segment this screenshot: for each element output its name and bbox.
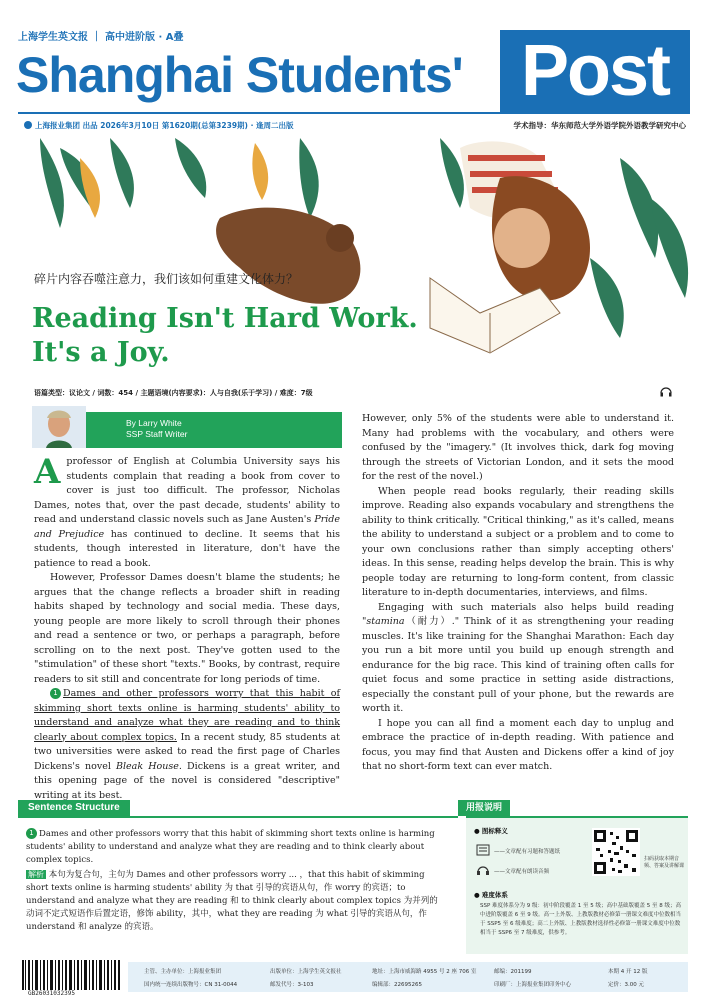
sponsor: 主管、主办单位：上海报业集团 [144, 969, 222, 975]
price: 定价：3.00 元 [608, 982, 644, 988]
author-name: By Larry White [126, 418, 182, 428]
paragraph-3: 1 Dames and other professors worry that this habit of skimming short texts online is harming students' ability to understand and analyze what they are reading and to think clearly about complex topics. In a recent study, 85 students at two universities were asked to read the first page of Charles Dickens's novel Bleak House. Dickens is a great writer, and this opening page of the novel is considered "descriptive" writing at its best. [34, 688, 340, 801]
article-meta: 语篇类型：议论文 / 词数：454 / 主题语境(内容要求)：人与自我(乐于学习) / 难度：7级 [34, 389, 313, 397]
example-sentence: 1 Dames and other professors worry that this habit of skimming short texts online is harming students' ability to understand and analyze what they are reading and to think clearly about complex topics. [26, 829, 435, 865]
masthead-divider [18, 112, 690, 114]
paragraph-1: Aprofessor of English at Columbia University says his students complain that reading a book from cover to cover is just too difficult. The professor, Nicholas Dames, notes that, over the past decade, students' ability to read and understand classic novels such as Jane Austen's Pride and Prejudice has continued to decline. It seems that his students, though interested in literature, don't have the patience to read a book. [34, 452, 340, 569]
sentence-structure-tag: Sentence Structure [18, 800, 130, 816]
newspaper-title: Shanghai Students' [16, 47, 463, 103]
issue-info-text: 上海报业集团 出品 2026年3月10日 第1620期(总第3239期) · 逢周二出版 [35, 121, 294, 130]
byline [32, 406, 342, 448]
qr-code[interactable] [592, 828, 640, 876]
paragraph-6: Engaging with such materials also helps build reading "stamina（耐力）." Think of it as strengthening your reading muscles. It's like training for the Shanghai Marathon: Each day you run a bit more until you build up enough strength and endurance for the big race. This kind of training often calls for quiet focus and some practice in setting aside distractions, especially the constant pull of your phone, but the rewards are worth it. [362, 601, 674, 714]
printer: 印刷厂：上海报业集团印务中心 [494, 982, 572, 988]
zip: 邮编：201199 [494, 969, 532, 975]
academic-advisor: 学术指导：华东师范大学外语学院外语教学研究中心 [513, 121, 686, 130]
author-photo [32, 406, 86, 448]
icon-legend-audio: ——文章配有朗读音频 [494, 869, 550, 875]
article-column-1 [34, 452, 340, 803]
barcode-number: GB26031032395 [28, 990, 75, 997]
article-column-2 [362, 412, 674, 775]
icon-legend-heading: ● 图标释义 [474, 827, 508, 835]
publisher: 出版单位：上海学生英文报社 [270, 969, 342, 975]
publisher-logo-icon [24, 121, 32, 129]
postal-code: 邮发代号：3-103 [270, 982, 314, 988]
paragraph-2: However, Professor Dames doesn't blame the students; he argues that the change reflects a broader shift in reading habits shaped by technology and social media. These days, young people are more likely to scroll through their phones and read a sentence or two, or perhaps a paragraph, before scrolling on to the next post. They've gotten used to the "stimulation" of these short "texts." Books, by contrast, require readers to sit still and concentrate for long periods of time. [34, 572, 340, 685]
byline-bar [86, 412, 342, 448]
analysis-label: 解析 [28, 870, 44, 879]
icon-legend-worksheet: ——文章配有习题和答题纸 [494, 849, 561, 855]
underlined-sentence: Dames and other professors worry that this habit of skimming short texts online is harming students' ability to understand and analyze what they are reading and to think clearly about complex topics. [34, 688, 340, 743]
issue-info [24, 120, 294, 131]
usage-guide [466, 816, 688, 954]
headphones-icon [476, 864, 490, 876]
difficulty-description: SSP 难度体系分为 9 级：初中阶段覆盖 1 至 5 级；高中基础版覆盖 5 至 8 级；高中进阶版覆盖 6 至 9 级。高一上外版、上教版教材必修第一册课文难度中位数相当于 SSP5 至 6 级难度；高二上外版、上教版教材选择性必修第一册课文难度中位数相当于 SSP6 至 7 级难度，供参考。 [480, 903, 682, 936]
edition-label: 上海学生英文报 ｜ 高中进阶版 · A叠 [18, 32, 184, 43]
headline-line-2: It's a Joy. [32, 337, 170, 368]
article-subtitle: 碎片内容吞噬注意力，我们该如何重建文化体力？ [34, 272, 299, 286]
paragraph-7: I hope you can all find a moment each day to unplug and embrace the practice of in-depth reading. With patience and focus, you may find that Austen and Dickens offer a kind of joy that no short-form text can ever match. [362, 717, 674, 772]
page-count: 本期 4 开 12 版 [608, 969, 648, 975]
usage-guide-tag: 用报说明 [458, 800, 510, 816]
drop-cap: A [34, 452, 61, 492]
paragraph-4: However, only 5% of the students were able to understand it. Many had problems with the vocabulary, and others were confused by the "imagery." (It involves thick, dark fog moving through the streets of Victorian London, and it sets the mood for the rest of the novel.) [362, 413, 674, 482]
worksheet-icon [476, 844, 490, 856]
publication-info [128, 962, 688, 992]
sentence-marker-1: 1 [50, 688, 61, 699]
article-headline [32, 302, 418, 370]
author-role: SSP Staff Writer [126, 429, 188, 439]
sentence-structure-content [26, 828, 444, 934]
book-title: Pride and Prejudice [34, 514, 340, 540]
footer [0, 958, 706, 999]
newspaper-title-post: Post [500, 30, 690, 112]
headphones-icon[interactable] [660, 386, 672, 397]
headline-line-1: Reading Isn't Hard Work. [32, 303, 418, 334]
barcode-icon [22, 960, 120, 990]
masthead [0, 0, 706, 130]
editorial-phone: 编辑部：22695265 [372, 982, 422, 988]
difficulty-heading: ● 难度体系 [474, 891, 508, 899]
sentence-structure-rule [18, 816, 458, 818]
sentence-marker-1: 1 [26, 828, 37, 839]
qr-code-label: 扫码获取本期音频、答案及讲解课 [644, 856, 685, 869]
book-title: Bleak House [116, 760, 179, 772]
serial-number: 国内统一连续出版物号：CN 31-0044 [144, 982, 238, 988]
sentence-analysis: 解析 本句为复合句，主句为 Dames and other professors worry ... ，that this habit of skimming short texts online is harming students' ability 为 that 引导的宾语从句，作 worry 的宾语；to understand and analyze what they are reading 和 to think clearly about complex topics 为并列的动词不定式短语作后置定语，修饰 ability，其中，what they are reading 为 what 引导的宾语从句，作 understand 和 analyze 的宾语。 [26, 870, 438, 932]
paragraph-5: When people read books regularly, their reading skills improve. Reading also expands vocabulary and strengthens the ability to think critically. "Critical thinking," as it's called, means the ability to understand a subject or a problem and to come to your own conclusions rather than simply accepting others' ideas. In this sense, reading helps develop the brain. This is why people today are returning to long-form content, from classic literature to in-depth documentaries, interviews, and films. [362, 485, 674, 598]
address: 地址：上海市威海路 4955 号 2 座 706 室 [372, 969, 477, 975]
